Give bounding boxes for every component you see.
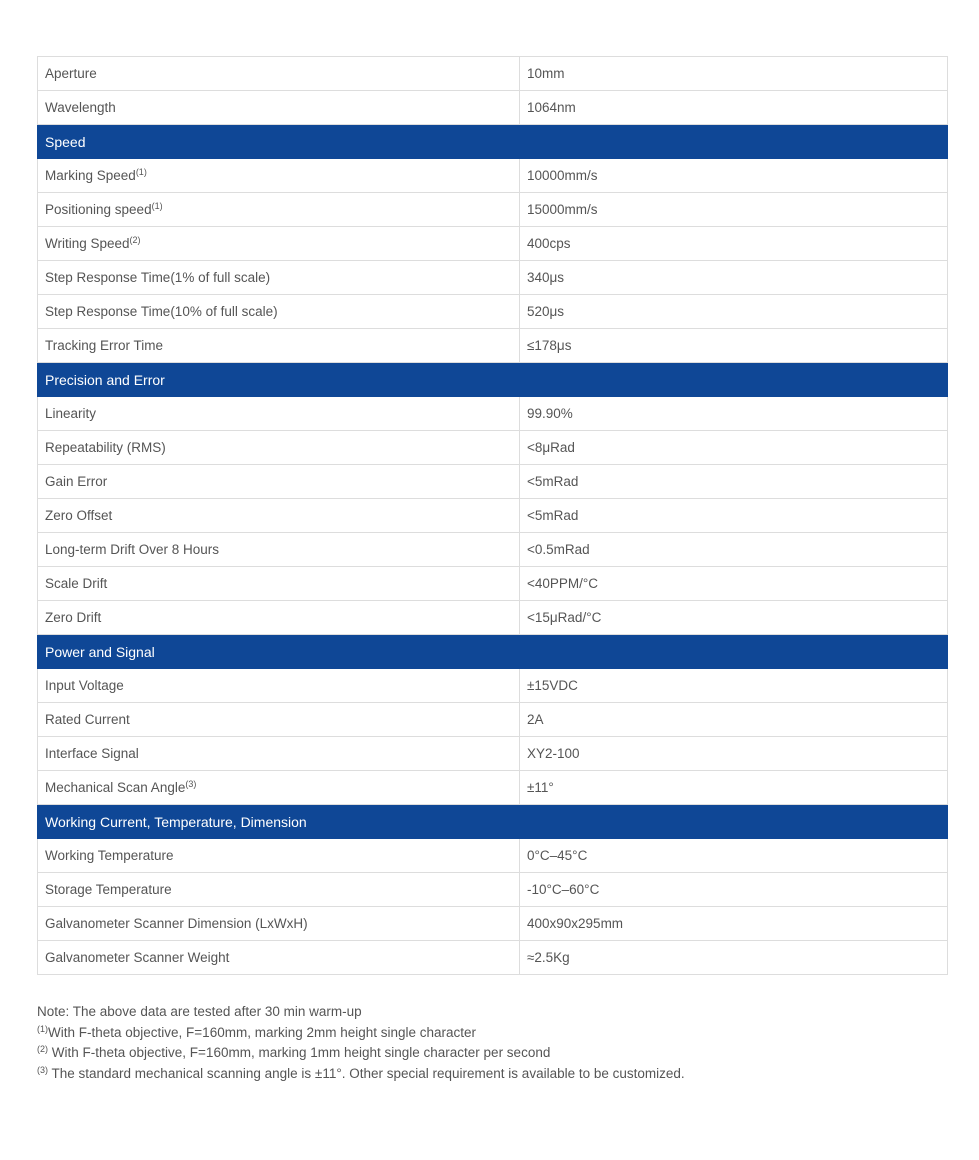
section-title: Working Current, Temperature, Dimension [38, 805, 948, 839]
spec-label-cell [38, 771, 520, 805]
spec-row [38, 261, 948, 295]
spec-value: XY2-100 [520, 737, 948, 771]
spec-value: 340μs [520, 261, 948, 295]
spec-value: 400cps [520, 227, 948, 261]
spec-value: 0°C–45°C [520, 839, 948, 873]
spec-label-cell [38, 941, 520, 975]
spec-label: Step Response Time(1% of full scale) [45, 270, 271, 285]
spec-label-cell [38, 397, 520, 431]
spec-value: <15μRad/°C [520, 601, 948, 635]
spec-value: 2A [520, 703, 948, 737]
spec-value: ±11° [520, 771, 948, 805]
spec-label: Mechanical Scan Angle [45, 780, 186, 795]
spec-label-cell [38, 159, 520, 193]
spec-label-cell [38, 839, 520, 873]
spec-label: Scale Drift [45, 576, 108, 591]
spec-label-cell [38, 567, 520, 601]
spec-label: Input Voltage [45, 678, 124, 693]
spec-label: Repeatability (RMS) [45, 440, 166, 455]
spec-label-cell [38, 873, 520, 907]
spec-value: -10°C–60°C [520, 873, 948, 907]
spec-label-cell [38, 703, 520, 737]
footnote-marker: (3) [185, 779, 197, 789]
footnote-line [37, 1043, 947, 1064]
spec-row [38, 601, 948, 635]
spec-value: ≈2.5Kg [520, 941, 948, 975]
spec-row [38, 567, 948, 601]
spec-row [38, 159, 948, 193]
spec-label: Working Temperature [45, 848, 174, 863]
spec-label: Aperture [45, 66, 97, 81]
footnote-line [37, 1064, 947, 1085]
spec-row [38, 465, 948, 499]
section-header-row [38, 363, 948, 397]
spec-table-body [38, 57, 948, 975]
spec-row [38, 193, 948, 227]
spec-label-cell [38, 261, 520, 295]
section-title: Power and Signal [38, 635, 948, 669]
spec-label-cell [38, 533, 520, 567]
spec-label-cell [38, 499, 520, 533]
spec-value: 400x90x295mm [520, 907, 948, 941]
spec-label: Positioning speed [45, 202, 152, 217]
spec-value: <40PPM/°C [520, 567, 948, 601]
footnote-text: Note: The above data are tested after 30 min warm-up [37, 1004, 362, 1019]
spec-row [38, 91, 948, 125]
spec-row [38, 907, 948, 941]
footnotes [37, 1002, 947, 1084]
spec-label-cell [38, 601, 520, 635]
spec-label-cell [38, 193, 520, 227]
spec-label-cell [38, 465, 520, 499]
spec-label-cell [38, 737, 520, 771]
section-title: Speed [38, 125, 948, 159]
spec-label: Writing Speed [45, 236, 130, 251]
spec-label-cell [38, 907, 520, 941]
spec-row [38, 57, 948, 91]
footnote-marker: (1) [37, 1023, 48, 1034]
spec-label: Long-term Drift Over 8 Hours [45, 542, 220, 557]
spec-row [38, 533, 948, 567]
spec-label: Rated Current [45, 712, 130, 727]
spec-label: Wavelength [45, 100, 116, 115]
footnote-marker: (2) [37, 1044, 48, 1054]
section-title: Precision and Error [38, 363, 948, 397]
spec-row [38, 397, 948, 431]
spec-value: 15000mm/s [520, 193, 948, 227]
section-header-row [38, 125, 948, 159]
spec-value: <5mRad [520, 499, 948, 533]
spec-label: Galvanometer Scanner Weight [45, 950, 230, 965]
spec-value: 520μs [520, 295, 948, 329]
spec-row [38, 839, 948, 873]
spec-label-cell [38, 431, 520, 465]
spec-value: <5mRad [520, 465, 948, 499]
spec-value: ±15VDC [520, 669, 948, 703]
spec-row [38, 431, 948, 465]
spec-label: Step Response Time(10% of full scale) [45, 304, 278, 319]
spec-value: <8μRad [520, 431, 948, 465]
spec-label-cell [38, 329, 520, 363]
spec-row [38, 499, 948, 533]
spec-row [38, 329, 948, 363]
spec-row [38, 669, 948, 703]
footnote-text: With F-theta objective, F=160mm, marking 2mm height single character [48, 1024, 477, 1040]
spec-value: 10mm [520, 57, 948, 91]
spec-label: Interface Signal [45, 746, 139, 761]
section-header-row [38, 635, 948, 669]
footnote-line [37, 1002, 947, 1023]
spec-label-cell [38, 91, 520, 125]
spec-label-cell [38, 295, 520, 329]
spec-label: Gain Error [45, 474, 108, 489]
spec-value: ≤178μs [520, 329, 948, 363]
spec-label: Galvanometer Scanner Dimension (LxWxH) [45, 916, 308, 931]
spec-label-cell [38, 57, 520, 91]
spec-label-cell [38, 227, 520, 261]
spec-value: 1064nm [520, 91, 948, 125]
spec-row [38, 295, 948, 329]
spec-row [38, 941, 948, 975]
spec-label-cell [38, 669, 520, 703]
spec-value: 10000mm/s [520, 159, 948, 193]
spec-value: 99.90% [520, 397, 948, 431]
spec-row [38, 227, 948, 261]
footnote-text: With F-theta objective, F=160mm, marking 1mm height single character per second [48, 1045, 551, 1060]
spec-row [38, 703, 948, 737]
spec-label: Marking Speed [45, 168, 136, 183]
spec-label: Tracking Error Time [45, 338, 164, 353]
footnote-marker: (3) [37, 1064, 48, 1075]
footnote-marker: (1) [135, 167, 147, 177]
spec-row [38, 737, 948, 771]
spec-value: <0.5mRad [520, 533, 948, 567]
footnote-marker: (2) [129, 235, 141, 245]
spec-row [38, 873, 948, 907]
spec-table [37, 56, 948, 975]
footnote-line [37, 1023, 947, 1044]
spec-label: Zero Drift [45, 610, 102, 625]
footnote-text: The standard mechanical scanning angle is ±11°. Other special requirement is available to be customized. [48, 1065, 685, 1081]
section-header-row [38, 805, 948, 839]
spec-label: Storage Temperature [45, 882, 172, 897]
spec-label: Linearity [45, 406, 97, 421]
spec-row [38, 771, 948, 805]
spec-label: Zero Offset [45, 508, 113, 523]
footnote-marker: (1) [151, 201, 163, 211]
